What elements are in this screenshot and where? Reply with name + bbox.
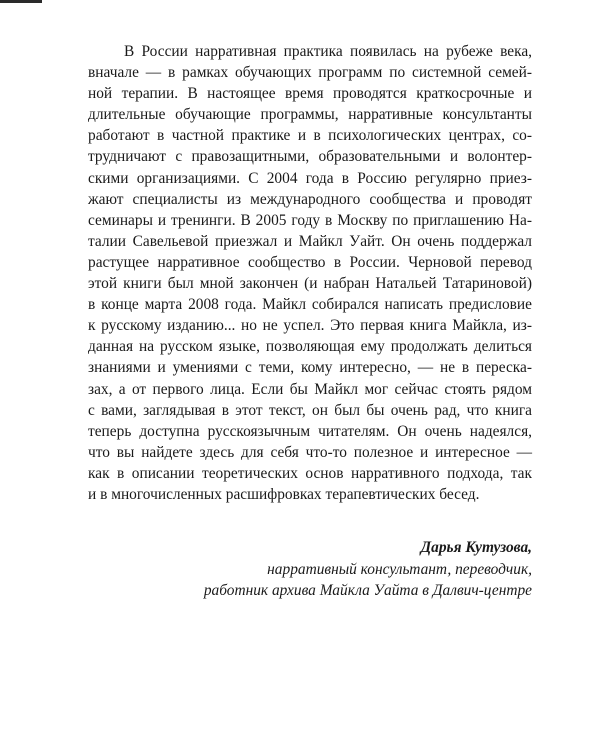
signature-block — [88, 537, 532, 602]
text-line: в конце марта 2008 года. Майкл собирался написать предисловие — [88, 296, 532, 314]
text-line: В России нарративная практика появилась на рубеже века, — [124, 43, 532, 60]
text-line: работают в частной практике и в психологических центрах, со- — [88, 127, 532, 145]
author-name: Дарья Кутузова, — [420, 539, 532, 557]
body-paragraph — [88, 41, 532, 505]
text-line: трудничают с правозащитными, образовательными и волонтер- — [88, 148, 532, 166]
author-role: нарративный консультант, переводчик, — [267, 560, 532, 578]
text-line: зах, а от первого лица. Если бы Майкл мог сейчас стоять рядом — [88, 380, 532, 398]
page-edge-mark — [0, 0, 42, 3]
text-line: теперь доступна русскоязычным читателям. Он очень надеялся, — [88, 422, 532, 440]
text-line: длительные обучающие программы, нарративные консультанты — [88, 106, 532, 124]
text-line: талии Савельевой приезжал и Майкл Уайт. Он очень поддержал — [88, 232, 532, 250]
text-line: скими организациями. С 2004 года в Россию регулярно приез- — [88, 169, 532, 187]
text-line: знаниями и умениями с теми, кому интересно, — не в переска- — [88, 359, 532, 377]
text-line: данная на русском языке, позволяющая ему продолжать делиться — [88, 338, 532, 356]
text-line: жают специалисты из международного сообщества и проводят — [88, 190, 532, 208]
text-line: этой книги был мной закончен (и набран Натальей Татариновой) — [88, 275, 532, 293]
text-line: ной терапии. В настоящее время проводятся краткосрочные и — [88, 85, 532, 103]
text-line: семинары и тренинги. В 2005 году в Москву по приглашению На- — [88, 211, 532, 229]
book-page — [88, 41, 532, 602]
text-line: с вами, заглядывая в этот текст, он был бы очень рад, что книга — [88, 401, 532, 419]
author-affiliation: работник архива Майкла Уайта в Далвич-центре — [203, 582, 532, 600]
text-line: вначале — в рамках обучающих программ по системной семей- — [88, 64, 532, 82]
text-line: к русскому изданию... но не успел. Это первая книга Майкла, из- — [88, 317, 532, 335]
text-line: как в описании теоретических основ нарративного подхода, так — [88, 464, 532, 482]
text-line: и в многочисленных расшифровках терапевтических бесед. — [88, 485, 480, 503]
text-line: что вы найдете здесь для себя что-то полезное и интересное — — [88, 443, 532, 461]
text-line: растущее нарративное сообщество в России. Черновой перевод — [88, 253, 532, 271]
